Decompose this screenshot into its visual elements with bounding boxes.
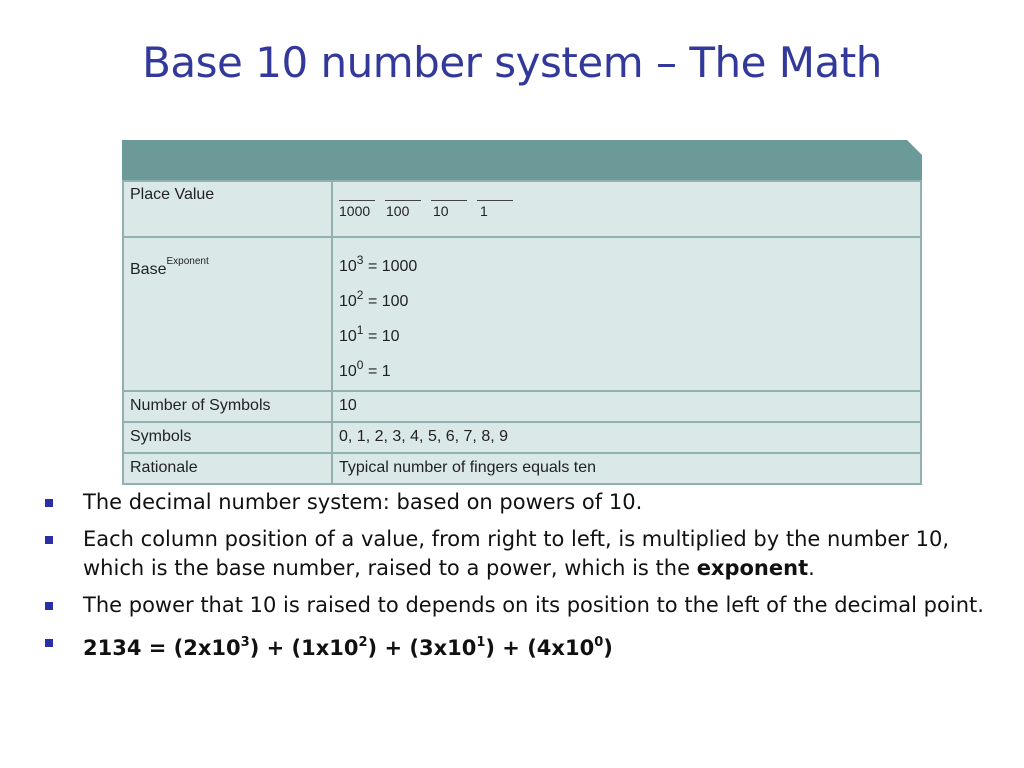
place-value-label: Place Value	[123, 181, 332, 237]
place-value-1: 1	[480, 203, 488, 219]
num-symbols-value: 10	[332, 391, 921, 422]
bullet-item	[45, 628, 995, 663]
bullet-text: The decimal number system: based on powers of 10.	[83, 490, 643, 514]
bullet-square-icon	[45, 499, 53, 507]
base-label-cell	[123, 237, 332, 391]
exponent-term: exponent	[696, 556, 809, 580]
data-table	[122, 180, 922, 485]
base-label: Base	[130, 261, 167, 278]
rationale-label: Rationale	[123, 453, 332, 484]
symbols-label: Symbols	[123, 422, 332, 453]
symbols-value: 0, 1, 2, 3, 4, 5, 6, 7, 8, 9	[332, 422, 921, 453]
table-row-base	[123, 237, 921, 391]
table-header-bar	[122, 140, 922, 180]
table-row-symbols	[123, 422, 921, 453]
bullet-text: Each column position of a value, from right to left, is multiplied by the number 10, which is the base number, raised to a power, which is the exponent.	[83, 527, 950, 580]
expansion-formula: $2134 = (2x10^3) + (1x10^2) + (3x10^1) + (4x10^0)$	[83, 635, 613, 660]
bullet-text: The power that 10 is raised to depends on its position to the left of the decimal point.	[83, 593, 984, 617]
bullet-item	[45, 525, 995, 583]
table-row-place-value	[123, 181, 921, 237]
num-symbols-label: Number of Symbols	[123, 391, 332, 422]
blank-line	[339, 188, 375, 201]
table-row-rationale	[123, 453, 921, 484]
blank-line	[385, 188, 421, 201]
power-line: $10^0 = 1$	[339, 358, 391, 380]
blank-line	[431, 188, 467, 201]
bullet-list	[45, 488, 995, 671]
place-value-cell	[332, 181, 921, 237]
place-value-1000: 1000	[339, 203, 371, 219]
table-row-number-of-symbols	[123, 391, 921, 422]
place-value-10: 10	[433, 203, 449, 219]
base10-table	[122, 140, 922, 485]
slide-title: Base 10 number system – The Math	[142, 38, 882, 87]
power-line: $10^2 = 100$	[339, 288, 409, 310]
power-line: $10^1 = 10$	[339, 323, 400, 345]
place-value-numbers	[339, 203, 914, 219]
bullet-square-icon	[45, 639, 53, 647]
bullet-square-icon	[45, 536, 53, 544]
bullet-item	[45, 488, 995, 517]
blank-line	[477, 188, 513, 201]
power-line: $10^3 = 1000$	[339, 253, 418, 275]
bullet-item	[45, 591, 995, 620]
bullet-square-icon	[45, 602, 53, 610]
place-value-100: 100	[386, 203, 410, 219]
exponent-label: Exponent	[166, 256, 209, 267]
rationale-value: Typical number of fingers equals ten	[332, 453, 921, 484]
base-powers-cell	[332, 237, 921, 391]
place-value-blanks	[339, 188, 914, 201]
